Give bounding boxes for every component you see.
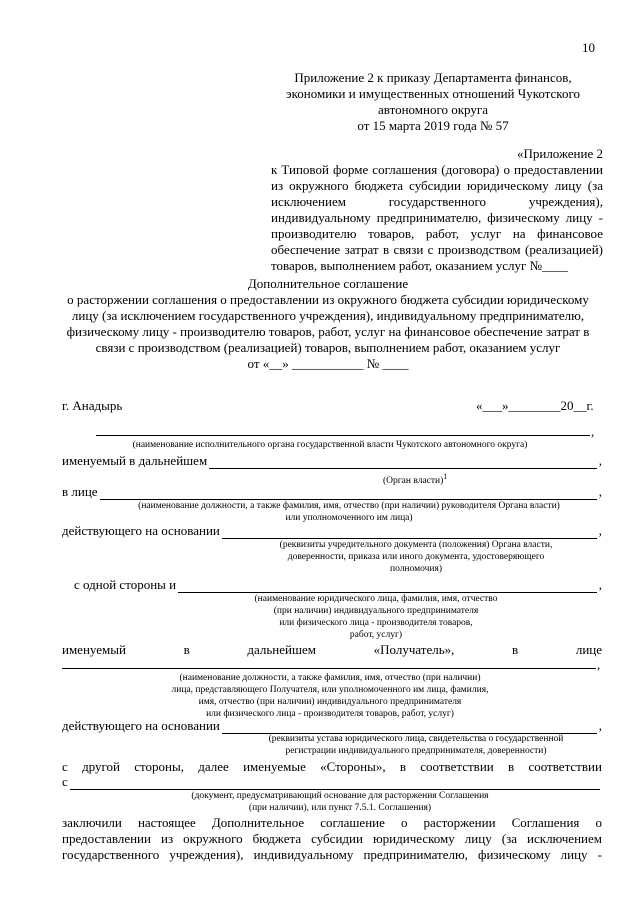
doc-hint-line: (при наличии), или пункт 7.5.1. Соглашения)	[248, 803, 432, 813]
word: дальнейшем	[247, 642, 316, 657]
title-line: от «__» ___________ № ____	[247, 356, 409, 371]
comma: ,	[598, 523, 602, 538]
header-line: экономики и имущественных отношений Чукотского	[286, 86, 580, 101]
one-side-prefix: с одной стороны и	[74, 577, 177, 592]
acting-row	[62, 523, 602, 539]
annex-line: исключением государственного учреждения),	[271, 194, 603, 209]
official-hint-line: или уполномоченного им лица)	[285, 513, 413, 523]
recipient-hint-line: или физического лица - производителя товаров,	[279, 618, 473, 628]
title-line: лицу (за исключением государственного учреждения), индивидуальному предпринимателю,	[71, 308, 585, 323]
with-prefix: с	[62, 774, 68, 789]
recipient-named-row	[62, 642, 602, 658]
word: в	[399, 759, 406, 774]
rep-hint-line: лица, представляющего Получателя, или уполномоченного им лица, фамилия,	[171, 685, 489, 695]
named-fill-line	[209, 456, 597, 469]
in-person-row	[62, 484, 602, 500]
footnote-mark: 1	[443, 472, 448, 481]
recipient-hint-line: работ, услуг)	[349, 630, 403, 640]
header-line: Приложение 2 к приказу Департамента финансов,	[294, 70, 572, 85]
word: соответствии	[420, 759, 494, 774]
body-line: заключили настоящее Дополнительное соглашение о расторжении Соглашения о	[62, 815, 602, 830]
comma: ,	[598, 484, 602, 499]
acting-fill-line	[222, 526, 597, 539]
other-side-row	[62, 759, 602, 775]
basis-hint	[230, 539, 602, 575]
annex-line: производителю товаров, работ, услуг на финансовое	[271, 226, 603, 241]
word: именуемый	[62, 642, 126, 657]
document-hint	[150, 790, 530, 814]
with-fill-line	[70, 777, 600, 790]
word: другой	[82, 759, 120, 774]
basis-hint-line: (реквизиты учредительного документа (положения) Органа власти,	[279, 540, 553, 550]
recipient-hint	[190, 593, 562, 641]
named-row	[62, 453, 602, 469]
with-row	[62, 774, 602, 790]
comma: ,	[598, 453, 602, 468]
date-placeholder: «___»________20__г.	[476, 398, 594, 413]
order-header	[268, 70, 598, 134]
annex-line: обеспечение затрат в связи с производством (реализацией)	[271, 242, 603, 257]
comma: ,	[597, 657, 601, 672]
authority-short: (Орган власти)	[383, 476, 444, 487]
word: соответствии	[528, 759, 602, 774]
acting-row-2	[62, 718, 602, 734]
basis-hint-line: полномочия)	[389, 564, 442, 574]
annex-line: индивидуальному предпринимателю, физическому лицу -	[271, 210, 603, 225]
annex-title: «Приложение 2	[516, 146, 603, 161]
body-line: государственного учреждения), индивидуальному предпринимателю, физическому лицу -	[62, 847, 602, 862]
comma: ,	[591, 424, 595, 439]
acting-prefix: действующего на основании	[62, 523, 220, 538]
acting-prefix-2: действующего на основании	[62, 718, 220, 733]
basis-hint-line: доверенности, приказа или иного документа, удостоверяющего	[287, 552, 545, 562]
recipient-hint-line: (наименование юридического лица, фамилия, имя, отчество	[254, 594, 498, 604]
comma: ,	[598, 577, 602, 592]
title-line: Дополнительное соглашение	[247, 276, 409, 291]
official-hint-line: (наименование должности, а также фамилия, имя, отчество (при наличии) руководителя Органа власти)	[138, 501, 560, 511]
representative-hint	[110, 672, 550, 720]
word: именуемые	[243, 759, 306, 774]
place-label: г. Анадырь	[62, 398, 123, 413]
one-side-row	[74, 577, 602, 593]
rep-hint-line: или физического лица - производителя товаров, работ, услуг)	[206, 709, 454, 719]
doc-hint-line: (документ, предусматривающий основание для расторжения Соглашения	[191, 791, 489, 801]
header-line: автономного округа	[378, 102, 488, 117]
title-line: о расторжении соглашения о предоставлении из окружного бюджета субсидии юридическому	[67, 292, 589, 307]
body-paragraph	[62, 815, 602, 863]
page-number: 10	[582, 40, 595, 55]
word: «Получатель»,	[373, 642, 455, 657]
header-line: от 15 марта 2019 года № 57	[357, 118, 509, 133]
in-person-prefix: в лице	[62, 484, 98, 499]
comma: ,	[598, 718, 602, 733]
word: в	[508, 759, 515, 774]
annex-block	[271, 146, 603, 274]
rep-hint-line: (наименование должности, а также фамилия, имя, отчество (при наличии)	[179, 673, 481, 683]
annex-line: из окружного бюджета субсидии юридическому лицу (за	[271, 178, 603, 193]
word: далее	[198, 759, 229, 774]
rep-hint-line: имя, отчество (при наличии) индивидуального предпринимателя	[198, 697, 462, 707]
authority-name-line	[96, 435, 590, 436]
word: стороны,	[134, 759, 184, 774]
agreement-title	[48, 276, 608, 372]
official-hint	[96, 500, 602, 524]
charter-hint-line: (реквизиты устава юридического лица, свидетельства о государственной	[268, 734, 564, 744]
authority-hint: (наименование исполнительного органа государственной власти Чукотского автономного округа)	[132, 440, 528, 450]
recipient-hint-line: (при наличии) индивидуального предпринимателя	[273, 606, 479, 616]
title-line: связи с производством (реализацией) товаров, выполнением работ, оказанием услуг	[95, 340, 561, 355]
annex-line: к Типовой форме соглашения (договора) о предоставлении	[271, 162, 603, 177]
body-line: предоставлении из окружного бюджета субсидии юридическому лицу (за исключением	[62, 831, 602, 846]
annex-line: товаров, выполнением работ, оказанием услуг №____	[271, 258, 569, 273]
word: с	[62, 759, 68, 774]
word: в	[512, 642, 519, 657]
word: в	[183, 642, 190, 657]
title-line: физическому лицу - производителю товаров, работ, услуг на финансовое обеспечение затрат в	[66, 324, 590, 339]
charter-hint	[230, 733, 602, 757]
in-person-fill-line	[100, 487, 597, 500]
charter-hint-line: регистрации индивидуального предпринимателя, доверенности)	[285, 746, 547, 756]
word: «Стороны»,	[320, 759, 386, 774]
one-side-fill-line	[178, 580, 597, 593]
named-prefix: именуемый в дальнейшем	[62, 453, 208, 468]
word: лице	[575, 642, 602, 657]
representative-fill-line	[62, 668, 596, 669]
